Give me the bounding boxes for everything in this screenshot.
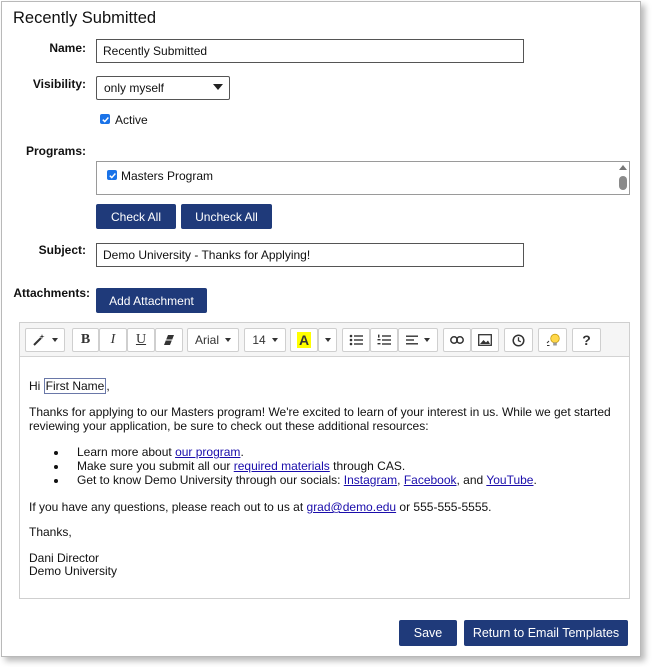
link-icon: [450, 335, 464, 345]
program-checkbox-masters[interactable]: [107, 170, 117, 180]
ordered-list-icon: [377, 334, 391, 346]
underline-button[interactable]: [127, 328, 155, 352]
list-item-materials: [77, 459, 405, 473]
list-item-text: Make sure you submit all our: [77, 459, 234, 473]
chevron-down-icon: [424, 338, 430, 342]
ordered-list-button[interactable]: [370, 328, 398, 352]
list-item-text: .: [533, 473, 537, 487]
intro-paragraph: Thanks for applying to our Masters program! We're excited to learn of your interest in us. While we get started reviewing your application, be sure to check out these additional resources:: [29, 405, 611, 433]
list-item-text: ,: [397, 473, 404, 487]
underline-icon: U: [135, 332, 147, 347]
check-icon: [101, 115, 110, 124]
list-item-text: , and: [456, 473, 487, 487]
eraser-icon: [163, 334, 175, 346]
chevron-down-icon: [225, 338, 231, 342]
font-size-select[interactable]: [244, 328, 286, 352]
greeting-suffix: ,: [106, 379, 110, 393]
unordered-list-button[interactable]: [342, 328, 370, 352]
insert-link-button[interactable]: [443, 328, 471, 352]
visibility-select[interactable]: [96, 76, 230, 100]
font-color-button[interactable]: [290, 328, 318, 352]
instagram-link[interactable]: Instagram: [343, 473, 398, 487]
active-checkbox[interactable]: [100, 114, 110, 124]
subject-label: Subject:: [38, 243, 86, 257]
font-family-select[interactable]: [187, 328, 239, 352]
our-program-link[interactable]: our program: [175, 445, 241, 459]
font-family-value: Arial: [194, 333, 219, 347]
email-template-panel: [1, 1, 641, 657]
chevron-down-icon: [213, 84, 223, 90]
programs-label: Programs:: [25, 144, 86, 158]
visibility-selected-value: only myself: [104, 81, 165, 95]
scroll-up-icon[interactable]: [619, 165, 627, 170]
magic-icon: [32, 333, 46, 347]
list-item-socials: [77, 473, 537, 487]
help-icon: ?: [582, 332, 591, 348]
name-input[interactable]: [96, 39, 524, 63]
paragraph-align-button[interactable]: [398, 328, 438, 352]
uncheck-all-button[interactable]: Uncheck All: [181, 204, 272, 229]
list-item-text: Get to know Demo University through our socials:: [77, 473, 344, 487]
bullet-dot: [54, 465, 58, 469]
italic-icon: I: [110, 332, 116, 347]
visibility-label: Visibility:: [32, 77, 86, 91]
bold-icon: B: [80, 332, 91, 347]
check-icon: [108, 171, 117, 180]
facebook-link[interactable]: Facebook: [403, 473, 457, 487]
list-item-text: Learn more about: [77, 445, 176, 459]
font-size-value: 14: [252, 333, 266, 347]
magic-style-button[interactable]: [25, 328, 65, 352]
list-item-text: .: [240, 445, 244, 459]
chevron-down-icon: [52, 338, 58, 342]
thanks-line: Thanks,: [29, 525, 72, 539]
save-button[interactable]: Save: [399, 620, 457, 646]
scrollbar-thumb[interactable]: [619, 176, 627, 190]
chevron-down-icon: [272, 338, 278, 342]
questions-text: or 555-555-5555.: [396, 500, 492, 514]
unordered-list-icon: [349, 334, 363, 346]
signature-org: Demo University: [29, 564, 118, 578]
add-attachment-button[interactable]: Add Attachment: [96, 288, 207, 313]
return-to-email-templates-button[interactable]: Return to Email Templates: [464, 620, 628, 646]
editor-toolbar: [20, 323, 629, 357]
list-item-program: [77, 445, 244, 459]
suggestions-button[interactable]: [538, 328, 567, 352]
rich-text-editor: [19, 322, 630, 599]
align-icon: [406, 335, 418, 345]
help-button[interactable]: [572, 328, 601, 352]
name-label: Name:: [49, 41, 86, 55]
schedule-button[interactable]: [504, 328, 533, 352]
bullet-dot: [54, 451, 58, 455]
italic-button[interactable]: [99, 328, 127, 352]
required-materials-link[interactable]: required materials: [233, 459, 330, 473]
chevron-down-icon: [325, 338, 331, 342]
greeting-text: Hi: [29, 379, 44, 393]
youtube-link[interactable]: YouTube: [486, 473, 534, 487]
list-item-text: through CAS.: [329, 459, 406, 473]
email-link[interactable]: grad@demo.edu: [306, 500, 397, 514]
questions-paragraph: [29, 500, 492, 514]
subject-input[interactable]: [96, 243, 524, 267]
greeting-line: [29, 379, 110, 393]
clock-icon: [512, 334, 525, 347]
bullet-dot: [54, 479, 58, 483]
bold-button[interactable]: [72, 328, 99, 352]
lightbulb-icon: [545, 333, 561, 348]
clear-format-button[interactable]: [155, 328, 183, 352]
font-color-icon: A: [298, 332, 310, 348]
attachments-label: Attachments:: [13, 286, 90, 300]
insert-image-button[interactable]: [471, 328, 499, 352]
merge-field-first-name[interactable]: First Name: [45, 379, 105, 393]
questions-text: If you have any questions, please reach out to us at: [29, 500, 307, 514]
font-color-dropdown[interactable]: [318, 328, 337, 352]
image-icon: [478, 334, 492, 346]
active-label: Active: [115, 113, 148, 127]
program-label-masters: Masters Program: [121, 169, 214, 183]
page-title: Recently Submitted: [13, 9, 157, 27]
programs-listbox[interactable]: [96, 161, 630, 195]
signature-name: Dani Director: [29, 551, 100, 565]
check-all-button[interactable]: Check All: [96, 204, 176, 229]
